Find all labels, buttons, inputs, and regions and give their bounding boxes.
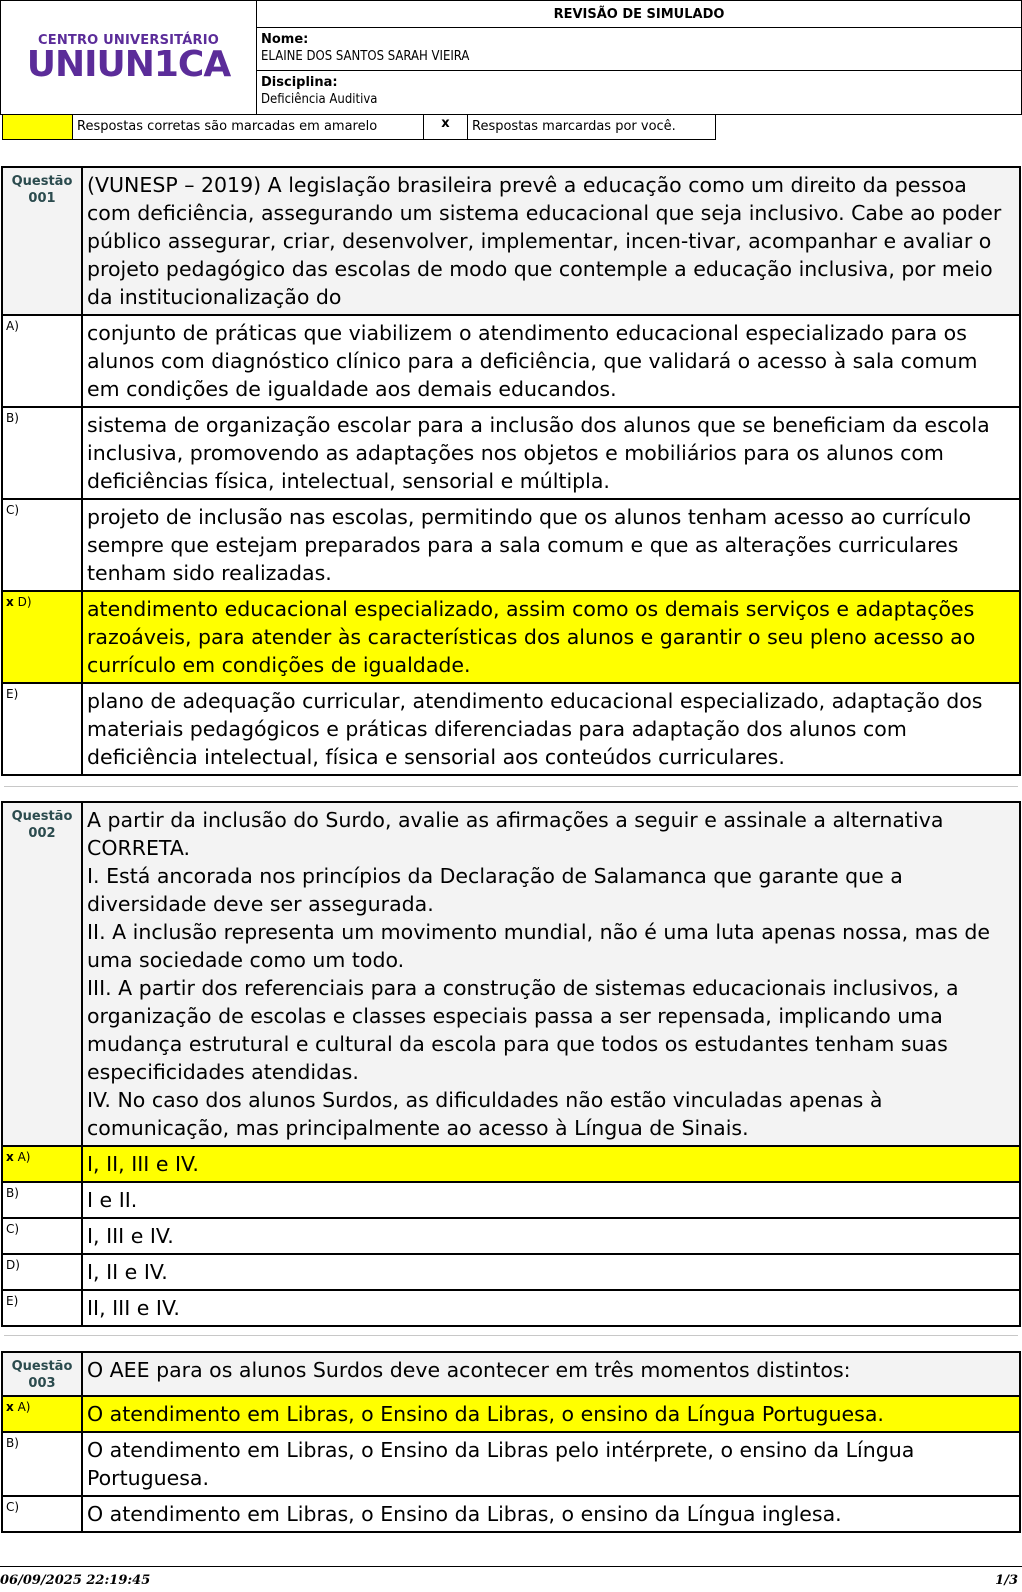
divider xyxy=(4,786,1018,787)
legend-correct-text: Respostas corretas são marcadas em amarelo xyxy=(73,115,424,140)
option-e[interactable]: E) II, III e IV. xyxy=(2,1290,1020,1326)
option-text: I, III e IV. xyxy=(82,1218,1020,1254)
option-text: plano de adequação curricular, atendimento educacional especializado, adaptação dos materiais pedagógicos e práticas diferenciadas para adaptação dos alunos com deficiência intelectual, física e sensorial aos conteúdos curriculares. xyxy=(82,683,1020,775)
stem-line: II. A inclusão representa um movimento mundial, não é uma luta apenas nossa, mas de uma sociedade como um todo. xyxy=(87,920,991,972)
page-footer xyxy=(0,1566,1022,1592)
legend-mark: x xyxy=(424,115,468,140)
option-c[interactable]: C) projeto de inclusão nas escolas, permitindo que os alunos tenham acesso ao currículo sempre que estejam preparados para a sala comum e que as alterações curriculares tenham sido realizadas. xyxy=(2,499,1020,591)
option-a-correct[interactable]: x A) I, II, III e IV. xyxy=(2,1146,1020,1182)
option-e[interactable]: E) plano de adequação curricular, atendimento educacional especializado, adaptação dos materiais pedagógicos e práticas diferenciadas para adaptação dos alunos com deficiência intelectual, física e sensorial aos conteúdos curriculares. xyxy=(2,683,1020,775)
stem-line: IV. No caso dos alunos Surdos, as dificuldades não estão vinculadas apenas à comunicação, mas principalmente ao acesso à Língua de Sinais. xyxy=(87,1088,883,1140)
option-text: atendimento educacional especializado, assim como os demais serviços e adaptações razoáveis, para atender às características dos alunos e garantir o seu pleno acesso ao currículo em condições de igualdade. xyxy=(82,591,1020,683)
name-value: ELAINE DOS SANTOS SARAH VIEIRA xyxy=(261,49,470,64)
document-header xyxy=(0,0,1022,115)
question-label: Questão 003 xyxy=(2,1352,82,1396)
legend-yours-text: Respostas marcardas por você. xyxy=(468,115,716,140)
divider xyxy=(4,1335,1018,1336)
option-a[interactable]: A) conjunto de práticas que viabilizem o atendimento educacional especializado para os alunos com diagnóstico clínico para a deficiência, que validará o acesso à sala comum em condições de igualdade aos demais educandos. xyxy=(2,315,1020,407)
discipline-label: Disciplina: xyxy=(261,75,338,90)
stem-line: I. Está ancorada nos princípios da Declaração de Salamanca que garante que a diversidade deve ser assegurada. xyxy=(87,864,903,916)
option-text: sistema de organização escolar para a inclusão dos alunos que se beneficiam da escola inclusiva, promovendo as adaptações nos objetos e mobiliários para os alunos com deficiências física, intelectual, sensorial e múltipla. xyxy=(82,407,1020,499)
page-number: 1/3 xyxy=(995,1573,1018,1588)
page-title: REVISÃO DE SIMULADO xyxy=(257,1,1021,28)
option-b[interactable]: B) O atendimento em Libras, o Ensino da Libras pelo intérprete, o ensino da Língua Portuguesa. xyxy=(2,1432,1020,1496)
stem-line: III. A partir dos referenciais para a construção de sistemas educacionais inclusivos, a organização de escolas e classes especiais passa a ser repensada, implicando uma mudança estrutural e cultural da escola para que todos os estudantes tenham suas especificidades atendidas. xyxy=(87,976,959,1084)
option-c[interactable]: C) I, III e IV. xyxy=(2,1218,1020,1254)
logo-top-text: CENTRO UNIVERSITÁRIO xyxy=(38,33,219,48)
question-label: Questão 001 xyxy=(2,167,82,315)
option-b[interactable]: B) sistema de organização escolar para a inclusão dos alunos que se beneficiam da escola inclusiva, promovendo as adaptações nos objetos e mobiliários para os alunos com deficiências física, intelectual, sensorial e múltipla. xyxy=(2,407,1020,499)
option-text: conjunto de práticas que viabilizem o atendimento educacional especializado para os alunos com diagnóstico clínico para a deficiência, que validará o acesso à sala comum em condições de igualdade aos demais educandos. xyxy=(82,315,1020,407)
legend xyxy=(2,115,716,140)
name-label: Nome: xyxy=(261,32,309,47)
question-stem: (VUNESP – 2019) A legislação brasileira prevê a educação como um direito da pessoa com deficiência, assegurando um sistema educacional que seja inclusivo. Cabe ao poder público assegurar, criar, desenvolver, implementar, incen-tivar, acompanhar e avaliar o projeto pedagógico das escolas de modo que contemple a educação inclusiva, por meio da institucionalização do xyxy=(82,167,1020,315)
timestamp: 06/09/2025 22:19:45 xyxy=(0,1573,151,1588)
option-b[interactable]: B) I e II. xyxy=(2,1182,1020,1218)
option-a-correct[interactable]: x A) O atendimento em Libras, o Ensino da Libras, o ensino da Língua Portuguesa. xyxy=(2,1396,1020,1432)
legend-yellow-swatch xyxy=(2,115,73,140)
option-text: O atendimento em Libras, o Ensino da Libras pelo intérprete, o ensino da Língua Portuguesa. xyxy=(82,1432,1020,1496)
option-d[interactable]: D) I, II e IV. xyxy=(2,1254,1020,1290)
discipline-field xyxy=(257,71,1021,114)
question-002 xyxy=(1,801,1021,1327)
option-text: I e II. xyxy=(82,1182,1020,1218)
option-text: I, II, III e IV. xyxy=(82,1146,1020,1182)
question-stem: O AEE para os alunos Surdos deve acontecer em três momentos distintos: xyxy=(82,1352,1020,1396)
option-text: I, II e IV. xyxy=(82,1254,1020,1290)
option-text: O atendimento em Libras, o Ensino da Libras, o ensino da Língua Portuguesa. xyxy=(82,1396,1020,1432)
stem-line: A partir da inclusão do Surdo, avalie as afirmações a seguir e assinale a alternativa CORRETA. xyxy=(87,808,944,860)
option-text: projeto de inclusão nas escolas, permitindo que os alunos tenham acesso ao currículo sempre que estejam preparados para a sala comum e que as alterações curriculares tenham sido realizadas. xyxy=(82,499,1020,591)
student-name-field xyxy=(257,28,1021,71)
option-text: O atendimento em Libras, o Ensino da Libras, o ensino da Língua inglesa. xyxy=(82,1496,1020,1532)
question-label: Questão 002 xyxy=(2,802,82,1146)
discipline-value: Deficiência Auditiva xyxy=(261,92,378,107)
university-logo xyxy=(1,1,257,114)
question-001 xyxy=(1,166,1021,776)
option-c[interactable]: C) O atendimento em Libras, o Ensino da Libras, o ensino da Língua inglesa. xyxy=(2,1496,1020,1532)
option-d-correct[interactable]: x D) atendimento educacional especializado, assim como os demais serviços e adaptações razoáveis, para atender às características dos alunos e garantir o seu pleno acesso ao currículo em condições de igualdade. xyxy=(2,591,1020,683)
question-003 xyxy=(1,1351,1021,1533)
logo-main-text: UNIUN1CA xyxy=(26,44,231,85)
option-text: II, III e IV. xyxy=(82,1290,1020,1326)
question-stem xyxy=(82,802,1020,1146)
